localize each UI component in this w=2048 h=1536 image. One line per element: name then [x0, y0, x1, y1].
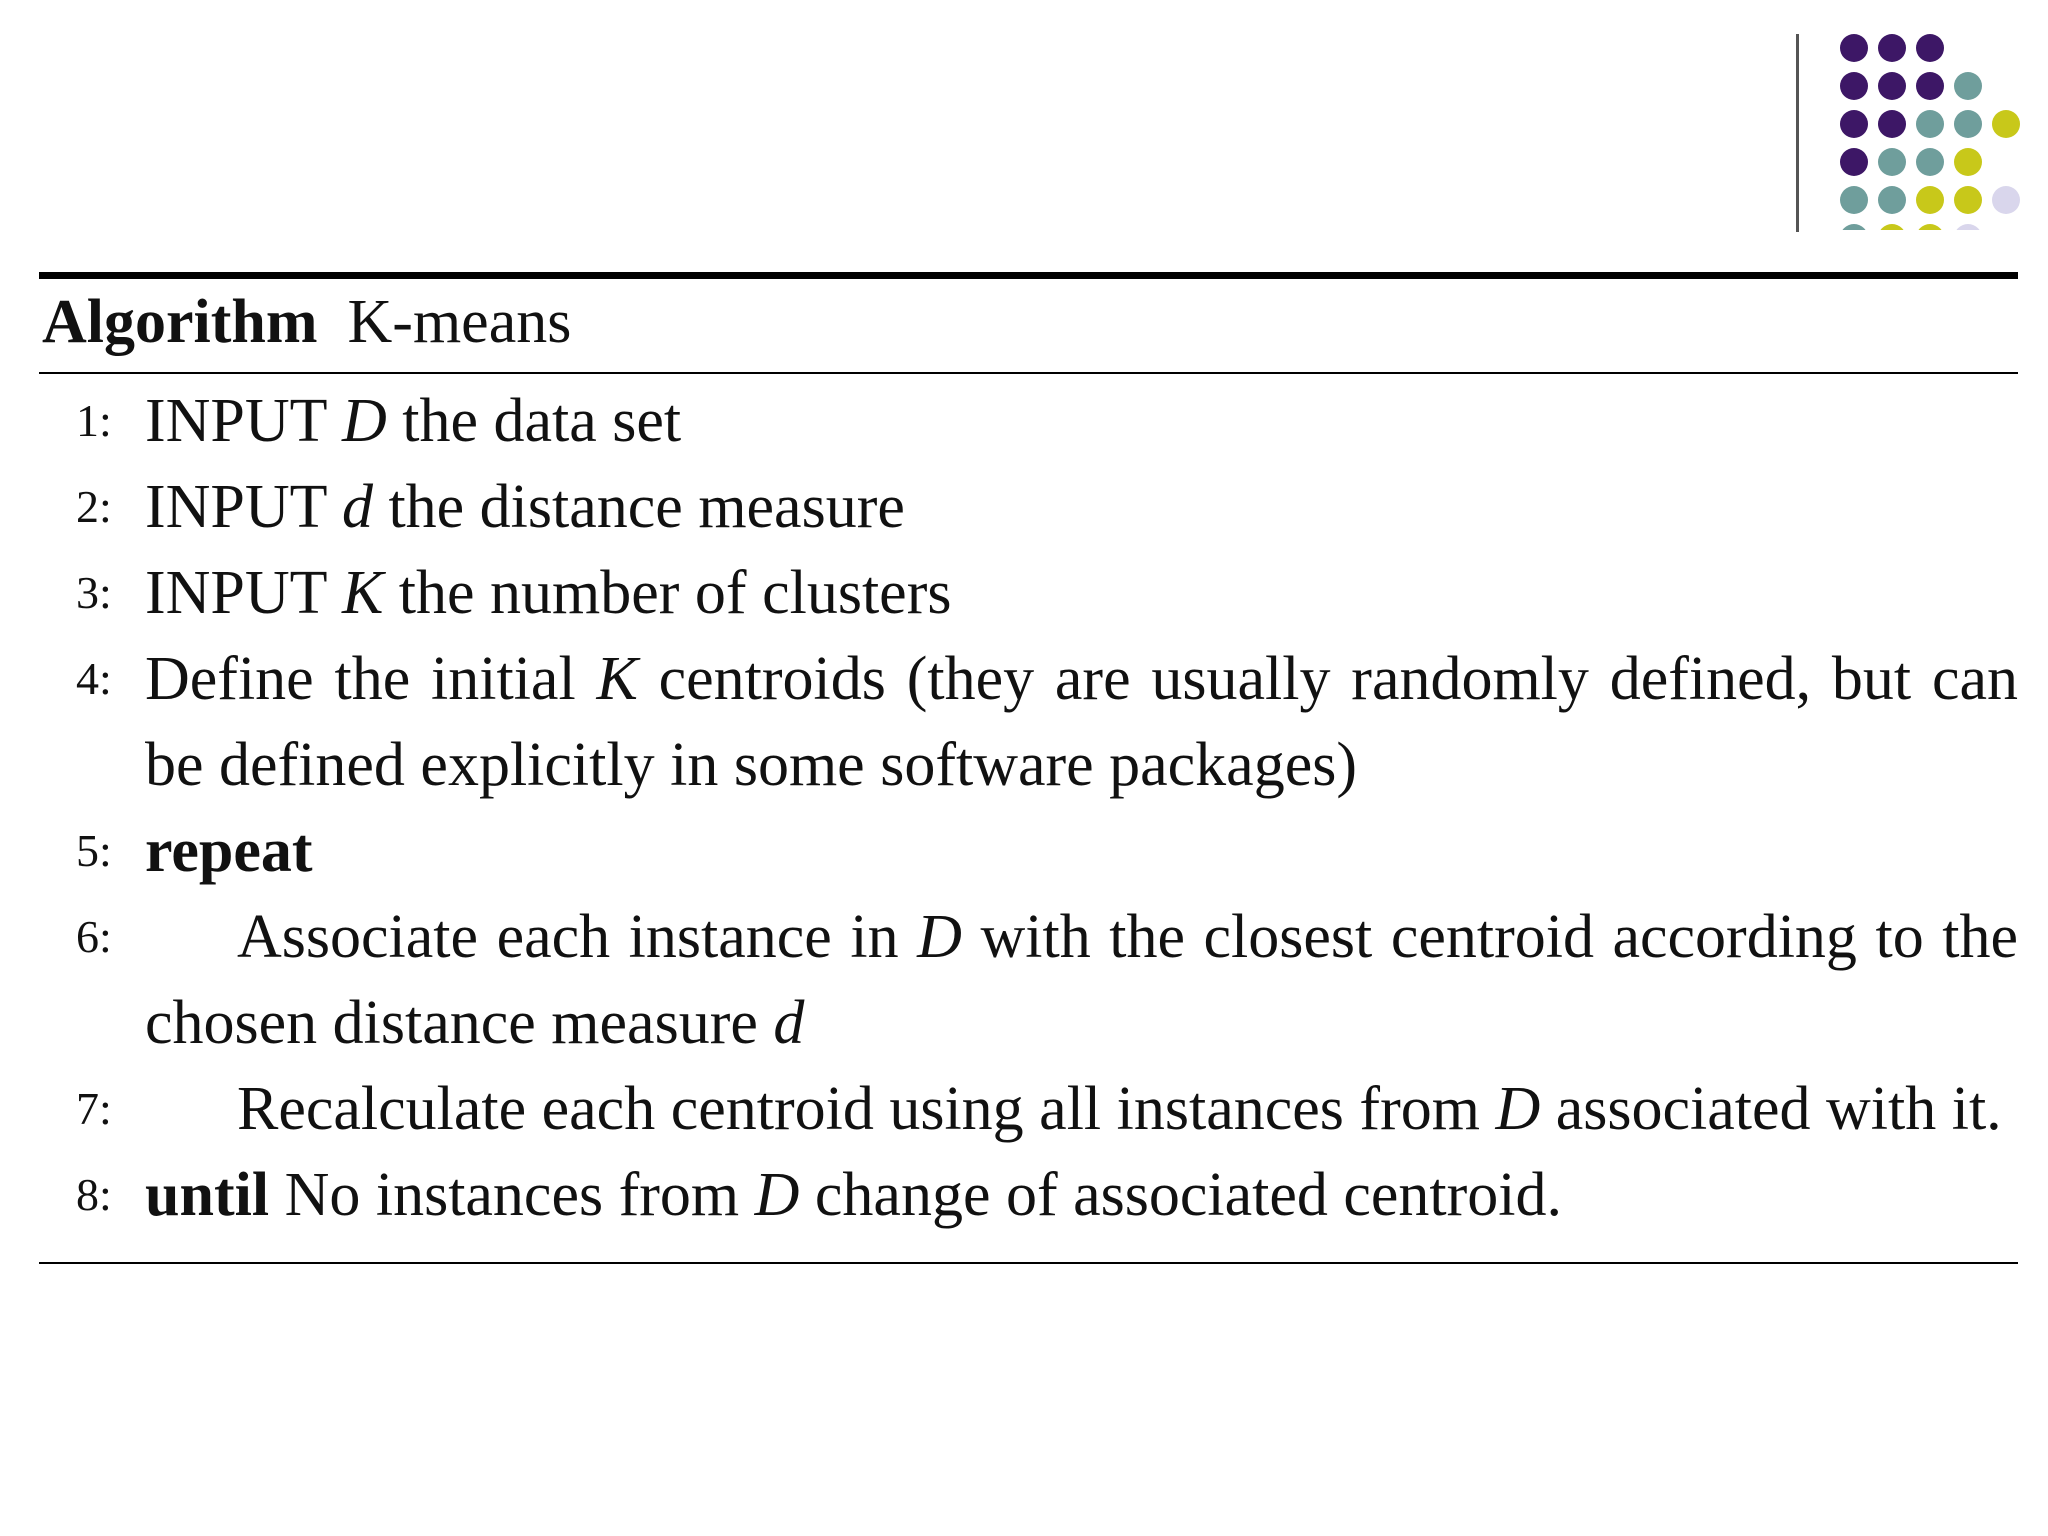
- algorithm-top-rule: [39, 272, 2018, 279]
- variable: D: [917, 903, 962, 971]
- step-number: 1:: [76, 395, 112, 446]
- decor-dot: [1916, 34, 1944, 62]
- step-number: 8:: [76, 1169, 112, 1220]
- variable: D: [341, 387, 387, 455]
- decor-dot: [1954, 148, 1982, 176]
- decor-dot: [1954, 110, 1982, 138]
- step-text: until No instances from D change of associated centroid.: [145, 1161, 1563, 1229]
- step-3: [0, 550, 2048, 636]
- algorithm-header-rule: [39, 372, 2018, 374]
- dot-grid-logo: [1840, 34, 2030, 230]
- keyword-until: until: [145, 1161, 270, 1229]
- step-text: INPUT d the distance measure: [145, 473, 905, 541]
- step-text: Recalculate each centroid using all instances from D associated with it.: [237, 1075, 2002, 1143]
- algorithm-bottom-rule: [39, 1262, 2018, 1264]
- decor-dot: [1840, 224, 1868, 230]
- decor-dot: [1878, 34, 1906, 62]
- step-number: 3:: [76, 567, 112, 618]
- decor-dot: [1878, 224, 1906, 230]
- decor-dot: [1916, 72, 1944, 100]
- decor-dot: [1916, 110, 1944, 138]
- algorithm-name: K-means: [347, 288, 572, 356]
- variable: d: [773, 989, 805, 1057]
- decor-dot: [1840, 34, 1868, 62]
- divider-line: [1796, 34, 1799, 232]
- step-number: 7:: [76, 1083, 112, 1134]
- step-text: [145, 808, 2018, 894]
- algorithm-keyword: Algorithm: [42, 288, 318, 356]
- variable: D: [1495, 1075, 1541, 1143]
- step-text: Define the initial K centroids (they are usually randomly defined, but can be defined explicitly in some software packages): [145, 645, 2018, 799]
- step-5: [0, 808, 2048, 894]
- step-1: [0, 378, 2048, 464]
- decor-dot: [1878, 148, 1906, 176]
- decor-dot: [1916, 224, 1944, 230]
- algorithm-steps: [0, 378, 2048, 1238]
- keyword-repeat: repeat: [145, 817, 313, 885]
- algorithm-header: [42, 284, 571, 360]
- step-2: [0, 464, 2048, 550]
- variable: K: [596, 645, 638, 713]
- step-number: 4:: [76, 653, 112, 704]
- decor-dot: [1916, 148, 1944, 176]
- step-text: Associate each instance in D with the closest centroid according to the chosen distance measure d: [145, 903, 2018, 1057]
- decor-dot: [1878, 110, 1906, 138]
- decor-dot: [1992, 110, 2020, 138]
- decor-dot: [1954, 186, 1982, 214]
- decor-dot: [1954, 224, 1982, 230]
- step-7: [0, 1066, 2048, 1152]
- decor-dot: [1878, 186, 1906, 214]
- step-4: [0, 636, 2048, 808]
- decor-dot: [1916, 186, 1944, 214]
- decor-dot: [1840, 110, 1868, 138]
- decor-dot: [1840, 186, 1868, 214]
- variable: d: [341, 473, 373, 541]
- step-number: 5:: [76, 825, 112, 876]
- decor-dot: [1992, 186, 2020, 214]
- decor-dot: [1840, 72, 1868, 100]
- decor-dot: [1954, 72, 1982, 100]
- variable: K: [341, 559, 384, 627]
- variable: D: [754, 1161, 800, 1229]
- decor-dot: [1840, 148, 1868, 176]
- step-number: 2:: [76, 481, 112, 532]
- step-6: [0, 894, 2048, 1066]
- step-text: INPUT K the number of clusters: [145, 559, 952, 627]
- decor-dot: [1878, 72, 1906, 100]
- step-8: [0, 1152, 2048, 1238]
- step-number: 6:: [76, 911, 112, 962]
- step-text: INPUT D the data set: [145, 387, 682, 455]
